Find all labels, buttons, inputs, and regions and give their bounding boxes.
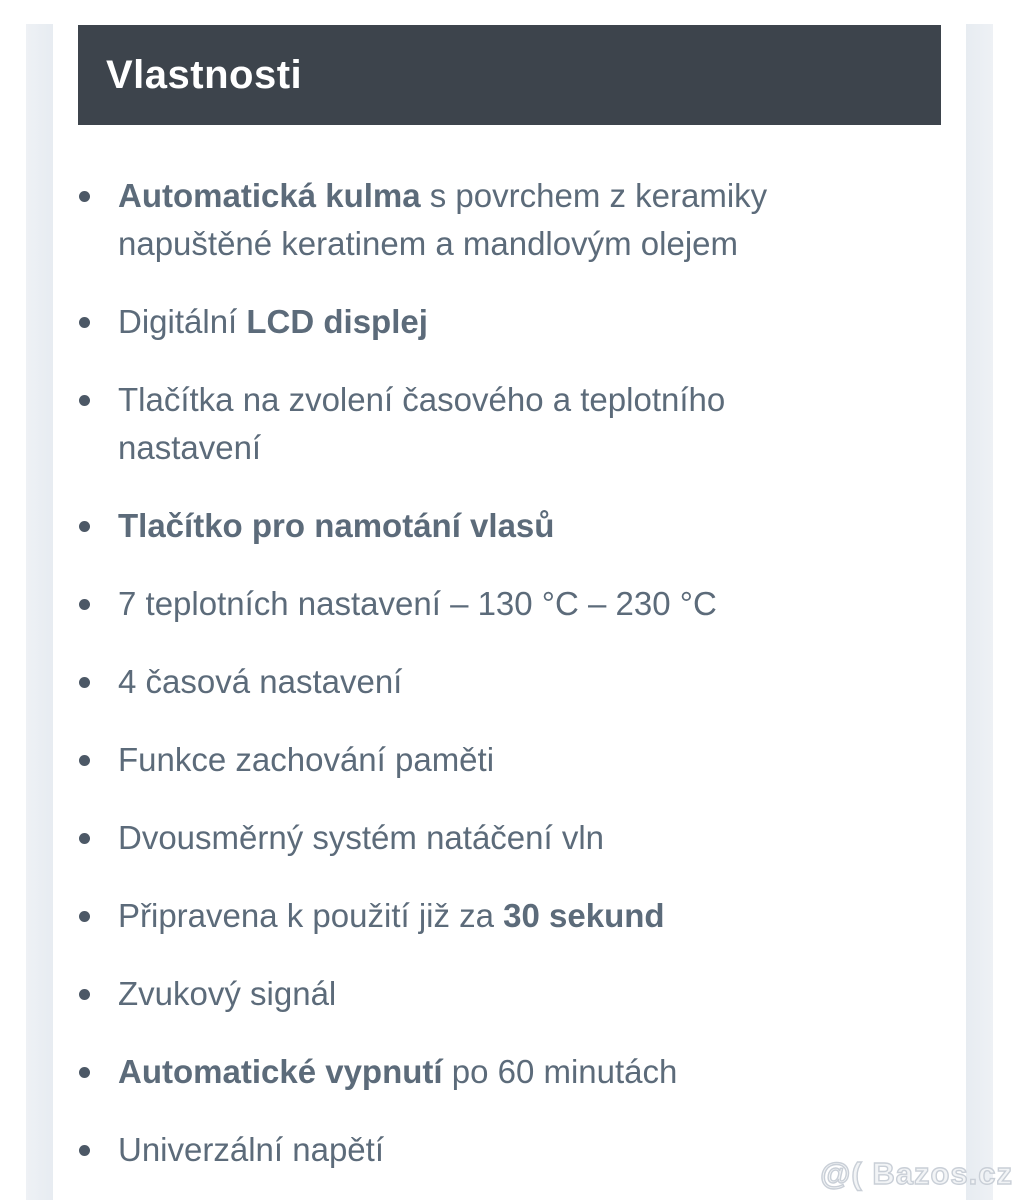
feature-text: Dvousměrný systém natáčení vln: [118, 819, 605, 856]
feature-text: Tlačítko pro namotání vlasů: [118, 507, 555, 544]
bazos-watermark: @( Bazos.cz: [820, 1156, 1013, 1191]
feature-item: [78, 1048, 848, 1096]
feature-text: s povrchem z keramiky napuštěné keratinem a mandlovým olejem: [118, 177, 768, 262]
feature-item: [78, 970, 848, 1018]
section-header: [78, 25, 941, 125]
feature-text: LCD displej: [246, 303, 428, 340]
feature-text: 7 teplotních nastavení – 130 °C – 230 °C: [118, 585, 717, 622]
features-list: [78, 172, 848, 1200]
feature-item: [78, 502, 848, 550]
feature-item: [78, 892, 848, 940]
feature-text: Zvukový signál: [118, 975, 337, 1012]
feature-text: Funkce zachování paměti: [118, 741, 495, 778]
right-gutter: [966, 24, 993, 1200]
feature-item: [78, 298, 848, 346]
feature-item: [78, 1126, 848, 1174]
section-title: Vlastnosti: [106, 52, 303, 97]
feature-item: [78, 658, 848, 706]
feature-text: Automatické vypnutí: [118, 1053, 443, 1090]
feature-text: Automatická kulma: [118, 177, 421, 214]
feature-text: Digitální: [118, 303, 247, 340]
feature-text: 4 časová nastavení: [118, 663, 403, 700]
feature-item: [78, 736, 848, 784]
left-gutter: [26, 24, 53, 1200]
feature-text: Připravena k použití již za: [118, 897, 504, 934]
feature-item: [78, 376, 848, 472]
feature-item: [78, 172, 848, 268]
feature-text: Univerzální napětí: [118, 1131, 384, 1168]
feature-item: [78, 814, 848, 862]
feature-text: Tlačítka na zvolení časového a teplotního nastavení: [118, 381, 726, 466]
feature-item: [78, 580, 848, 628]
feature-text: 30 sekund: [503, 897, 665, 934]
feature-text: po 60 minutách: [442, 1053, 678, 1090]
